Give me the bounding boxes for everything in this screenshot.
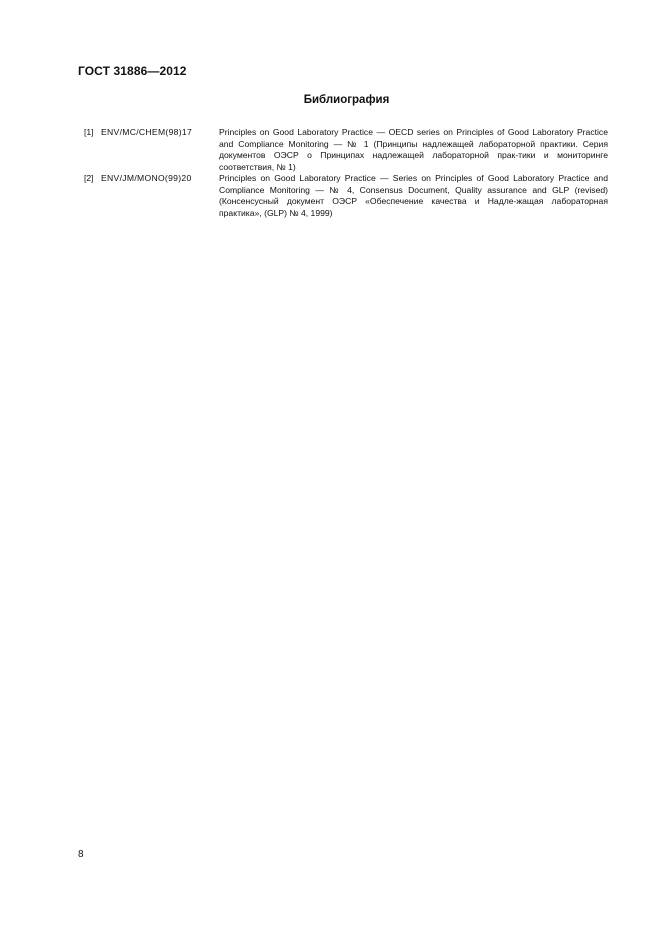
bibliography-entry-code: ENV/MC/CHEM(98)17 [101,127,193,137]
bibliography-entry-number: [1] [84,127,94,137]
bibliography-entry-text: Principles on Good Laboratory Practice — Series on Principles of Good Laboratory Practice and Compliance Monitoring — № 4, Consensus Document, Quality assurance and GLP (revised) (Консенсусный документ ОЭСР «Обеспечение качества и Надле-жащая лабораторная практика», (GLP) № 4, 1999) [219,173,608,218]
bibliography-entry [84,127,608,173]
section-title-text: Библиография [303,94,390,106]
document-code-header: ГОСТ 31886—2012 [78,64,187,78]
section-title [0,94,661,106]
bibliography-entry-code: ENV/JM/MONO(99)20 [101,173,192,183]
bibliography-entry-number: [2] [84,173,94,183]
bibliography-list [84,127,608,219]
bibliography-entry [84,173,608,219]
bibliography-entry-text: Principles on Good Laboratory Practice — OECD series on Principles of Good Laboratory Practice and Compliance Monitoring — № 1 (Принципы надлежащей лабораторной практики. Серия документов ОЭСР о Принципах надлежащей лабораторной прак-тики и мониторинге соответствия, № 1) [219,127,608,172]
page-number: 8 [78,849,84,860]
